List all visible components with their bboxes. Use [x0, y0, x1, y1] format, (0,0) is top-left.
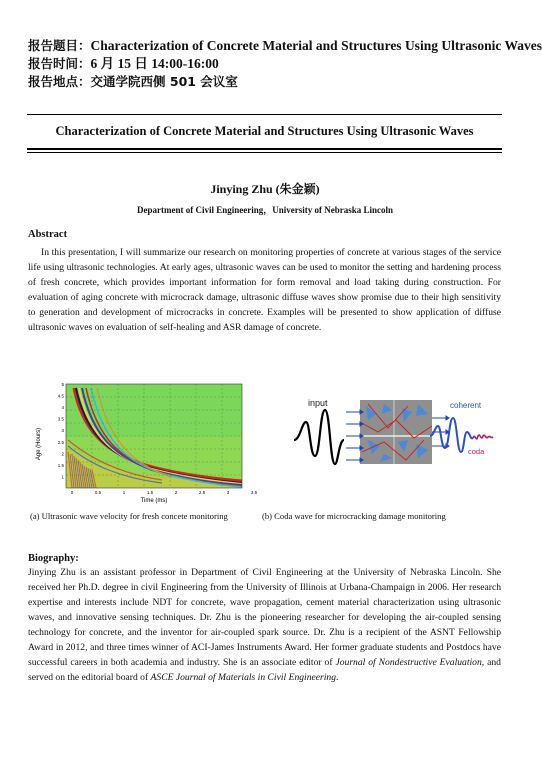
figure-b-caption: (b) Coda wave for microcracking damage monitoring: [262, 511, 446, 521]
affiliation: Department of Civil Engineering，University of Nebraska Lincoln: [137, 205, 393, 215]
abstract-heading: Abstract: [28, 229, 68, 240]
author-name: Jinying Zhu (朱金颖): [210, 182, 320, 196]
figure-a-spectrogram: [32, 380, 258, 505]
fig-a-yticks: [58, 382, 65, 479]
place-value: 交通学院西侧 501 会议室: [90, 74, 238, 89]
fig-a-xtick-label: 0: [70, 490, 74, 495]
fig-a-ytick-label: 5: [61, 382, 64, 387]
fig-a-ytick-label: 3: [61, 428, 64, 434]
bio-journal-1: Journal of Nondestructive Evaluation,: [335, 657, 485, 668]
abstract-text: In this presentation, I will summarize our research on monitoring properties of concrete at various stages of the service life using ultrasonic technologies. At early ages, ultrasonic waves can be used to monitor the setting and hardening process of fresh concrete, which provides important information for form removal and load taking during construction. For evaluation of aging concrete with microcrack damage, ultrasonic diffuse waves show promise due to their high sensitivity to generation and development of microcracks in concrete. Examples will be presented to show application of diffuse ultrasonic waves on evaluation of self-healing and ASR damage of concrete.: [28, 247, 501, 333]
fig-a-ytick-label: 1.5: [57, 462, 64, 468]
bio-text-1: Jinying Zhu is an assistant professor in Department of Civil Engineering at the University of Nebraska Lincoln. She received her Ph.D. degree in civil Engineering from the University of Illinois at Urbana-Champaign in 2006. Her research expertise and interests include NDT for concrete, wave propagation, cement material characterization using ultrasonic waves, and innovative sensing techniques. Dr. Zhu is the pioneering researcher for developing the air-coupled sensing technology for concrete, and the inventor for air-coupled spark source. Dr. Zhu is a recipient of the ASNT Fellowship Award in 2012, and three times winner of ACI-James Instruments Award. Her former graduate students and Postdocs have successful careers in both academia and industry. She is an associate editor of: [28, 567, 501, 668]
coda-wave: [473, 435, 493, 439]
fig-b-coherent-label: coherent: [450, 401, 482, 410]
biography-text: [28, 565, 501, 685]
fig-a-xtick-label: 2: [174, 490, 178, 495]
topic-value: Characterization of Concrete Material and Structures Using Ultrasonic Waves: [90, 38, 542, 53]
fig-a-xtick-label: 3: [226, 490, 230, 495]
place-label: 报告地点：: [28, 74, 91, 89]
topic-line: [28, 37, 542, 55]
fig-a-ytick-label: 2.5: [57, 439, 64, 445]
fig-a-ytick-label: 2: [61, 451, 64, 457]
fig-a-xlabel: Time (ms): [140, 498, 168, 504]
figure-b-coda-diagram: [288, 392, 503, 472]
fig-a-xticks: [71, 490, 258, 495]
fig-b-input-label: input: [308, 398, 328, 408]
bio-text-3: .: [336, 672, 339, 683]
bio-text-2: and served on the editorial board of: [28, 657, 501, 683]
fig-a-ytick-label: 4.5: [57, 393, 64, 399]
fig-b-coda-label: coda: [468, 447, 485, 456]
fig-a-ytick-label: 3.5: [57, 416, 64, 422]
fig-a-ytick-label: 4: [61, 405, 64, 411]
time-line: [28, 55, 219, 73]
input-wave: [294, 410, 344, 464]
fig-a-ylabel: Age (Hours): [36, 427, 42, 461]
time-value: 6 月 15 日 14:00-16:00: [90, 56, 219, 71]
time-label: 报告时间：: [28, 56, 91, 71]
top-rule: [27, 114, 502, 115]
bottom-rule-thick: [27, 148, 502, 150]
fig-a-xtick-label: 1: [122, 490, 126, 495]
bio-journal-2: ASCE Journal of Materials in Civil Engineering: [150, 672, 337, 683]
coherent-wave: [430, 418, 473, 452]
bottom-rule-thin: [27, 152, 502, 153]
fig-a-xtick-label: 0.5: [94, 490, 102, 495]
fig-a-xtick-label: 3.5: [250, 490, 258, 495]
fig-a-xtick-label: 2.5: [198, 490, 206, 495]
fig-a-ytick-label: 1: [61, 474, 64, 480]
place-line: [28, 73, 238, 91]
paper-title: Characterization of Concrete Material and Structures Using Ultrasonic Waves: [55, 124, 474, 138]
figure-a-caption: (a) Ultrasonic wave velocity for fresh concete monitoring: [30, 511, 228, 521]
fig-a-xtick-label: 1.5: [146, 490, 154, 495]
biography-heading: Biography:: [28, 553, 79, 564]
topic-label: 报告题目：: [28, 38, 91, 53]
